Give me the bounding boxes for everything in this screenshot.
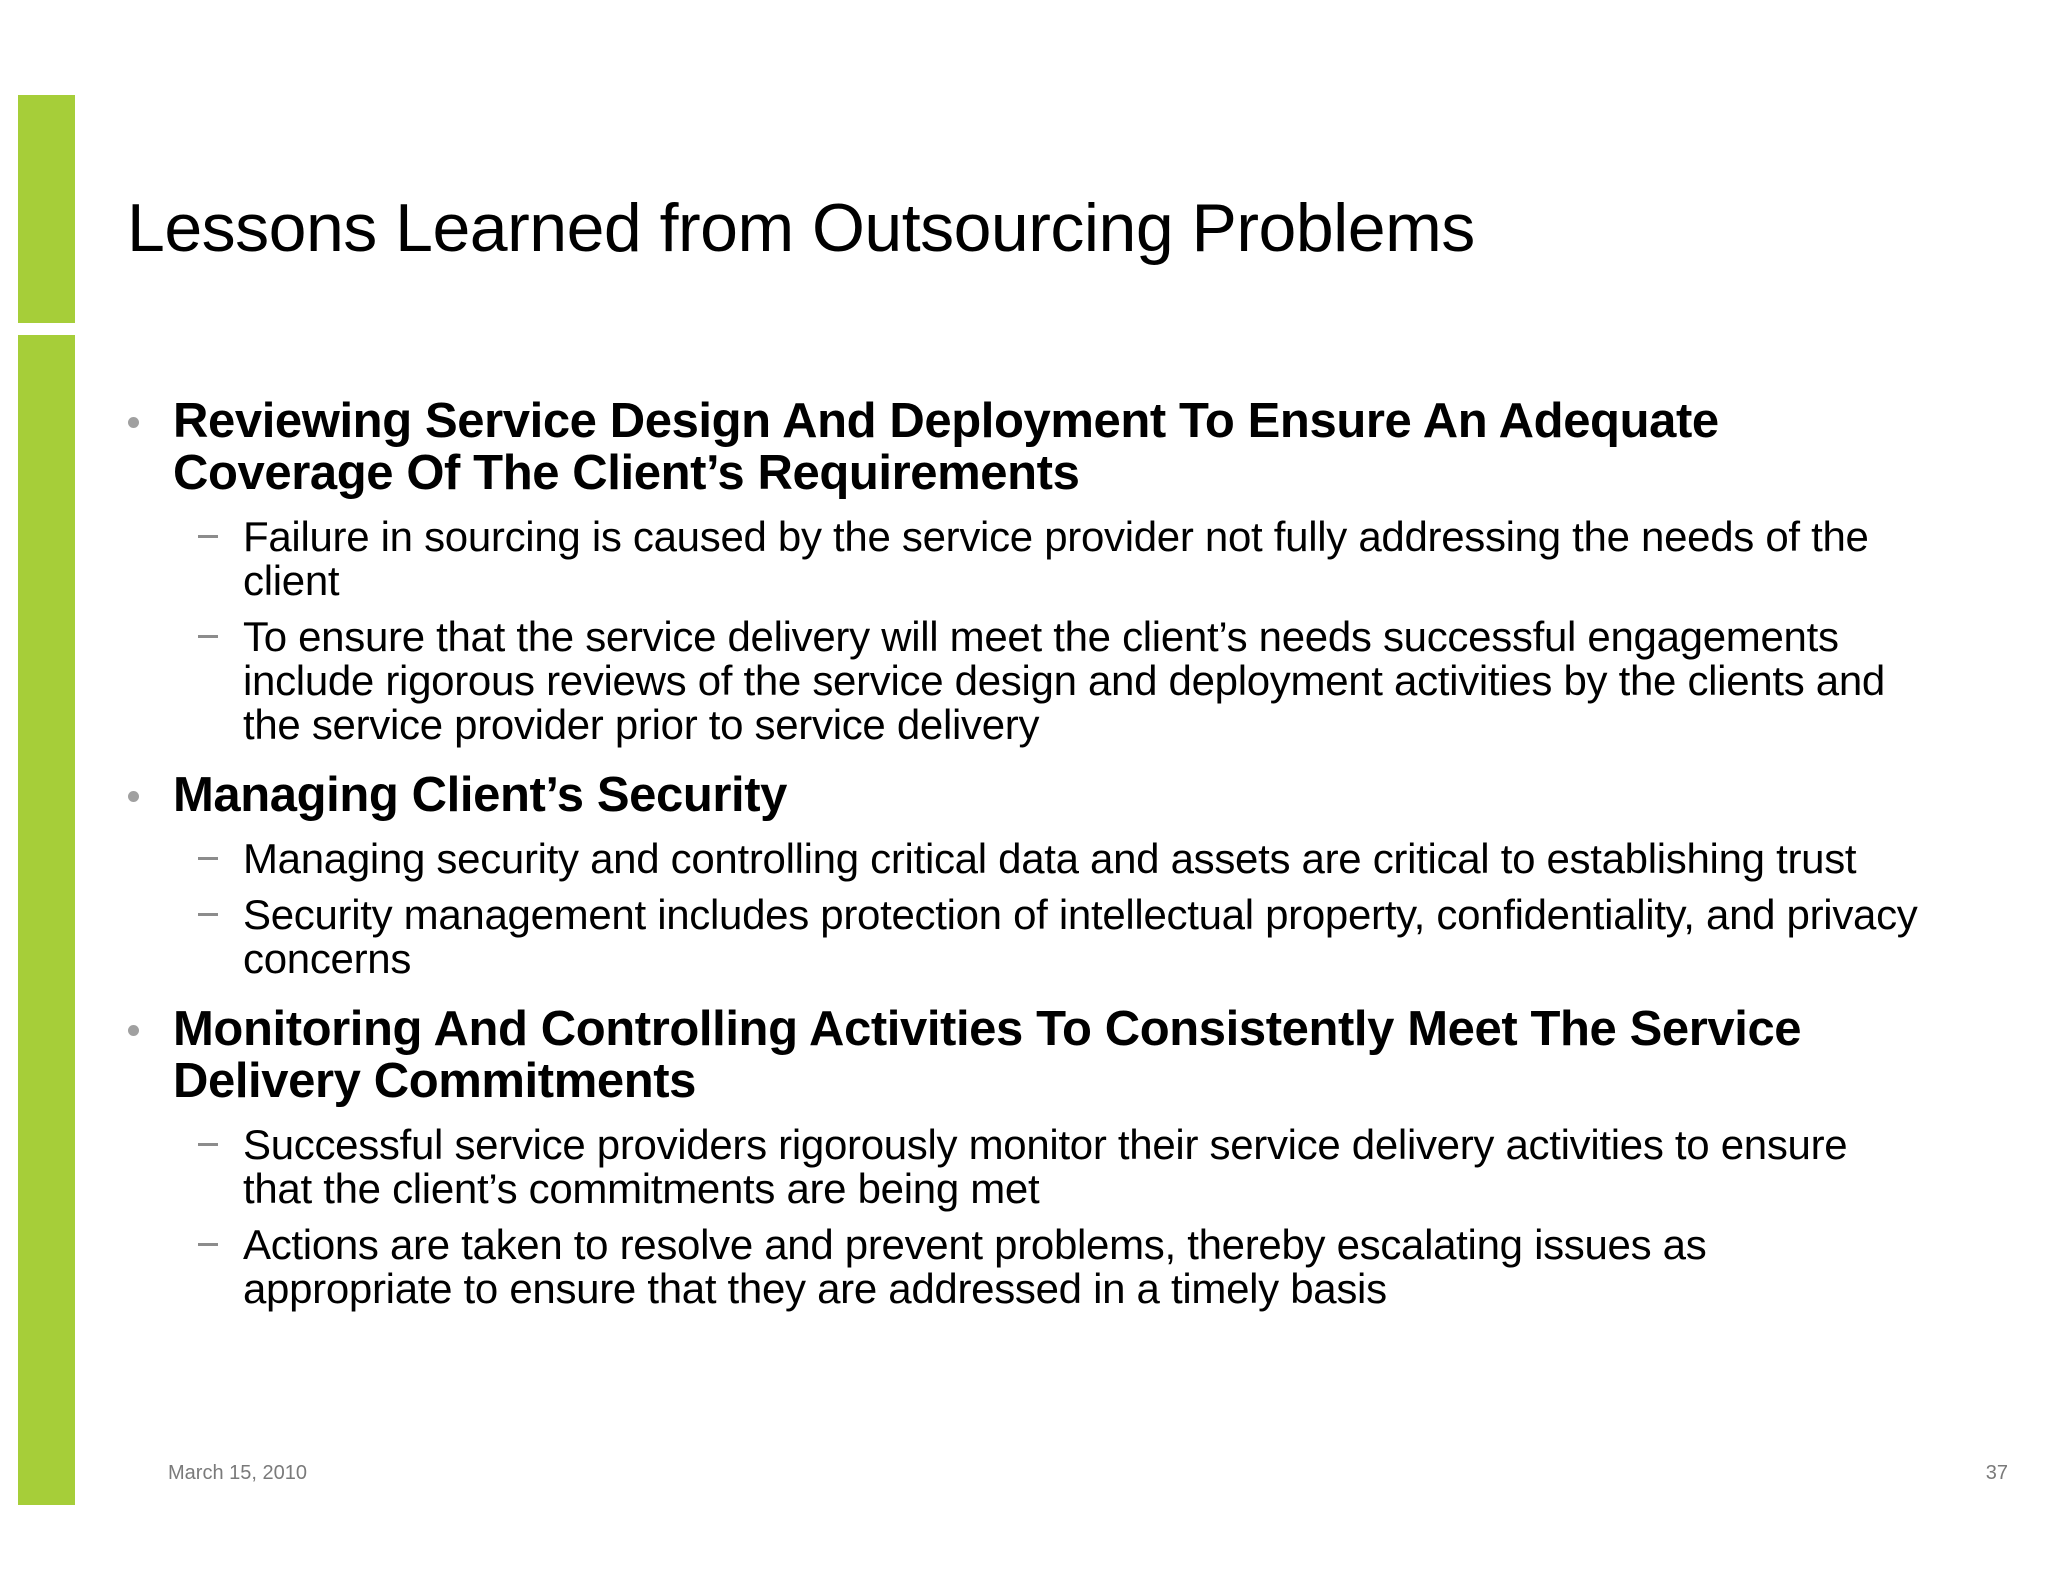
- dash-icon: [198, 1143, 218, 1146]
- sub-item-text: Security management includes protection of intellectual property, confidentiality, and privacy concerns: [243, 891, 1918, 982]
- sub-list: [173, 1123, 1918, 1311]
- accent-bar-bottom: [18, 335, 75, 1505]
- accent-bar-top: [18, 95, 75, 323]
- sub-item-text: To ensure that the service delivery will meet the client’s needs successful engagements include rigorous reviews of the service design and deployment activities by the clients and the service provider prior to service delivery: [243, 613, 1885, 748]
- sub-item: [198, 1123, 1918, 1211]
- sub-item: [198, 615, 1918, 747]
- dash-icon: [198, 635, 218, 638]
- bullet-heading: Reviewing Service Design And Deployment To Ensure An Adequate Coverage Of The Client’s Requirements: [173, 394, 1719, 500]
- bullet-heading: Monitoring And Controlling Activities To Consistently Meet The Service Delivery Commitments: [173, 1002, 1802, 1108]
- dash-icon: [198, 857, 218, 860]
- bullet-item: [128, 769, 1918, 981]
- sub-item: [198, 837, 1918, 881]
- sub-item: [198, 1223, 1918, 1311]
- dash-icon: [198, 535, 218, 538]
- footer-page-number: 37: [1985, 1462, 2008, 1484]
- dash-icon: [198, 1243, 218, 1246]
- sub-list: [173, 837, 1918, 981]
- dash-icon: [198, 913, 218, 916]
- slide-title: Lessons Learned from Outsourcing Problems: [127, 190, 1475, 266]
- sub-item: [198, 893, 1918, 981]
- bullet-dot-icon: [128, 1025, 139, 1036]
- sub-item-text: Successful service providers rigorously monitor their service delivery activities to ensure that the client’s commitments are being met: [243, 1121, 1848, 1212]
- footer-date: March 15, 2010: [168, 1462, 307, 1484]
- sub-item-text: Managing security and controlling critical data and assets are critical to establishing trust: [243, 835, 1857, 882]
- bullet-item: [128, 395, 1918, 747]
- bullet-dot-icon: [128, 791, 139, 802]
- sub-item: [198, 515, 1918, 603]
- sub-item-text: Actions are taken to resolve and prevent problems, thereby escalating issues as appropriate to ensure that they are addressed in a timely basis: [243, 1221, 1707, 1312]
- bullet-dot-icon: [128, 417, 139, 428]
- bullet-heading: Managing Client’s Security: [173, 768, 788, 822]
- sub-item-text: Failure in sourcing is caused by the service provider not fully addressing the needs of the client: [243, 513, 1869, 604]
- slide-content: [128, 395, 1918, 1333]
- bullet-item: [128, 1003, 1918, 1311]
- sub-list: [173, 515, 1918, 747]
